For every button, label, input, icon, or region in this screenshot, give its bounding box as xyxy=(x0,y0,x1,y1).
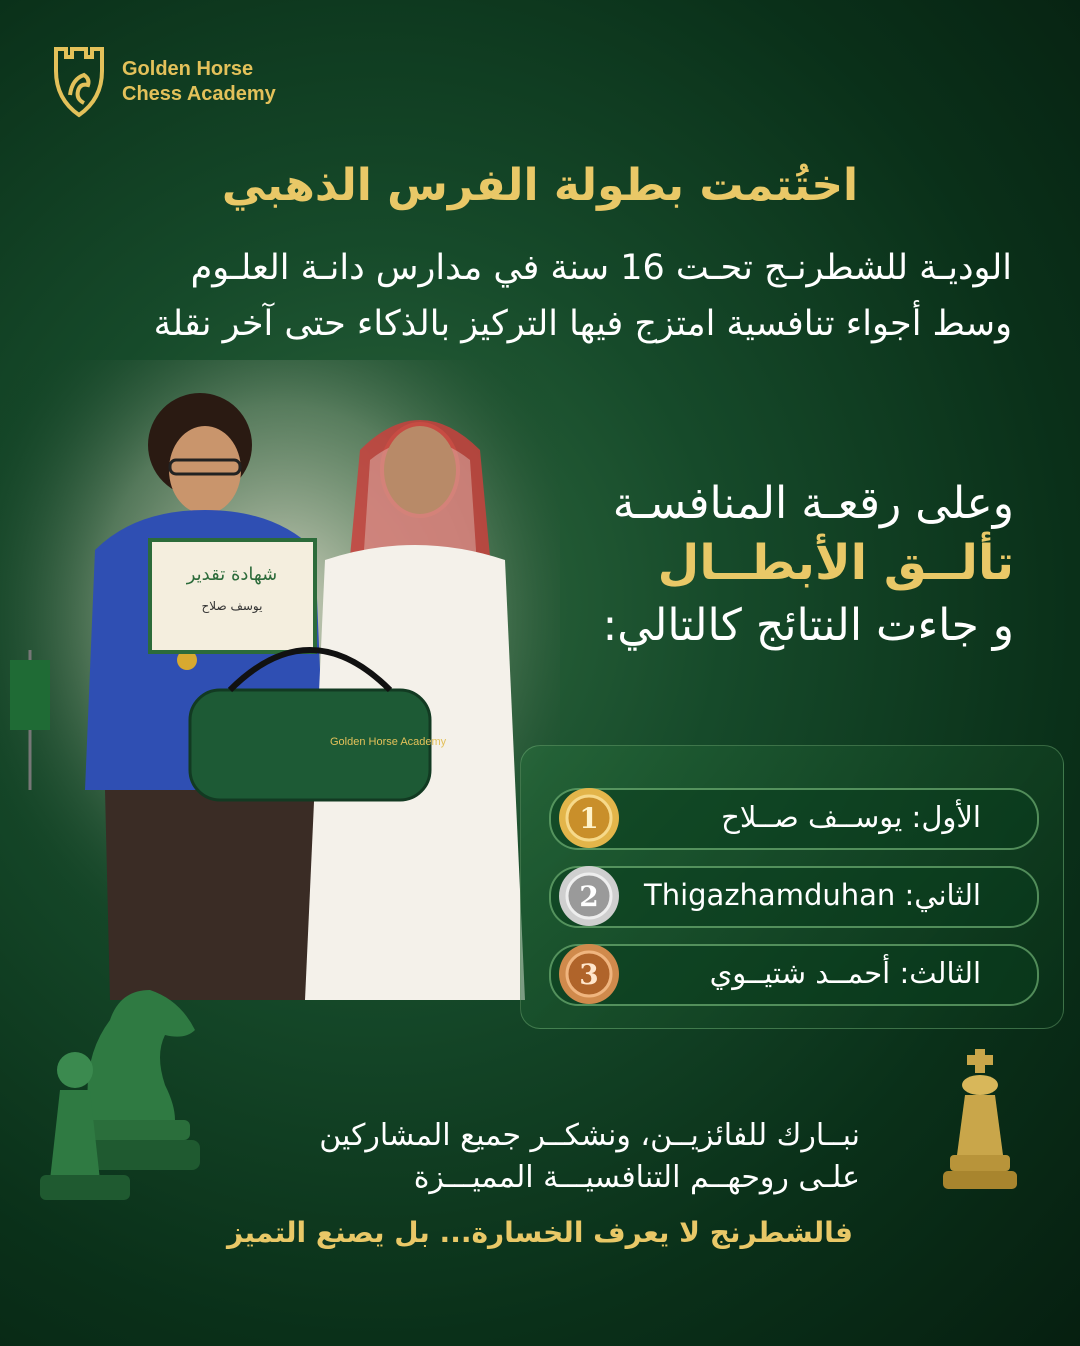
bag-text: Golden Horse Academy xyxy=(330,736,447,748)
footer-line2: علـى روحهــم التنافسيـــة المميـــزة xyxy=(413,1160,860,1195)
gold-medal-icon xyxy=(557,786,621,850)
certificate-name: يوسف صلاح xyxy=(201,599,263,613)
result-name-second: Thigazhamduhan xyxy=(644,878,896,912)
slogan: فالشطرنج لا يعرف الخسارة... بل يصنع التميز xyxy=(226,1216,854,1249)
svg-text:1: 1 xyxy=(579,802,599,835)
result-label-first: الأول: xyxy=(911,800,981,834)
result-name-third: أحمــد شتيــوي xyxy=(709,956,891,990)
result-name-first: يوســف صــلاح xyxy=(721,800,903,834)
king-icon xyxy=(935,1045,1025,1195)
award-photo xyxy=(0,360,560,1000)
subtitle-line2: وسط أجواء تنافسية امتزج فيها التركيز بالذكاء حتى آخر نقلة xyxy=(153,304,1012,344)
brand-line1: Golden Horse xyxy=(122,58,254,80)
headline-line2: تألــق الأبطــال xyxy=(657,535,1014,591)
svg-text:3: 3 xyxy=(579,958,599,991)
silver-medal-icon xyxy=(557,864,621,928)
results-panel xyxy=(520,745,1064,1029)
bronze-medal-icon xyxy=(557,942,621,1006)
rook-horse-icon xyxy=(50,45,108,119)
result-label-second: الثاني: xyxy=(904,878,981,912)
page-title: اختُتمت بطولة الفرس الذهبي xyxy=(221,160,859,211)
headline-line3: و جاءت النتائج كالتالي: xyxy=(602,600,1014,651)
result-label-third: الثالث: xyxy=(899,956,981,990)
headline-line1: وعلى رقعـة المنافسـة xyxy=(612,478,1014,529)
result-row-third xyxy=(549,944,1039,1006)
result-row-second xyxy=(549,866,1039,928)
academy-logo xyxy=(50,45,276,119)
result-row-first xyxy=(549,788,1039,850)
footer-line1: نبــارك للفائزيــن، ونشكــر جميع المشاركين xyxy=(319,1118,860,1153)
brand-line2: Chess Academy xyxy=(122,83,276,105)
knight-pawn-icon xyxy=(20,920,210,1220)
subtitle-line1: الوديـة للشطرنـج تحـت 16 سنة في مدارس دانـة العلـوم xyxy=(190,248,1012,288)
certificate-title: شهادة تقدير xyxy=(186,564,278,585)
svg-text:2: 2 xyxy=(579,880,599,913)
